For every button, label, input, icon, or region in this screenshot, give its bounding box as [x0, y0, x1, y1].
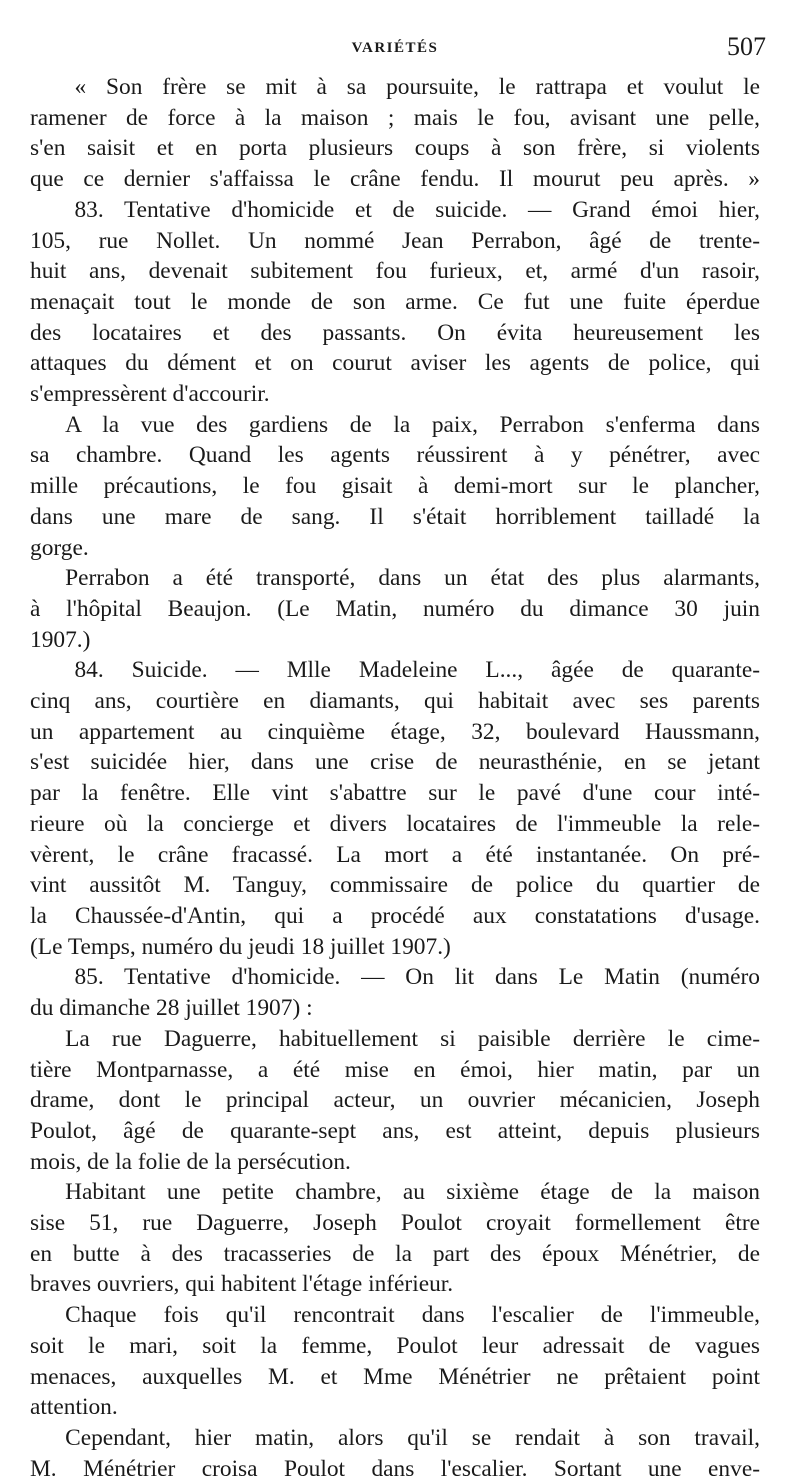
- text-line: par la fenêtre. Elle vint s'abattre sur le pavé d'une cour inté-: [30, 780, 760, 807]
- text-line: cinq ans, courtière en diamants, qui habitait avec ses parents: [30, 688, 760, 715]
- text-line: 1907.): [30, 626, 91, 653]
- text-line: mois, de la folie de la persécution.: [30, 1148, 351, 1175]
- text-line: 83. Tentative d'homicide et de suicide. — Grand émoi hier,: [74, 196, 760, 223]
- page-header: [30, 32, 766, 72]
- text-line: drame, dont le principal acteur, un ouvrier mécanicien, Joseph: [30, 1087, 760, 1114]
- text-line: Perrabon a été transporté, dans un état des plus alarmants,: [65, 565, 760, 592]
- text-line: Chaque fois qu'il rencontrait dans l'escalier de l'immeuble,: [65, 1302, 760, 1329]
- text-line: dans une mare de sang. Il s'était horriblement tailladé la: [30, 503, 760, 530]
- text-line: braves ouvriers, qui habitent l'étage inférieur.: [30, 1271, 454, 1298]
- text-line: soit le mari, soit la femme, Poulot leur adressait de vagues: [30, 1332, 760, 1359]
- text-line: s'est suicidée hier, dans une crise de neurasthénie, en se jetant: [30, 749, 760, 776]
- text-line: que ce dernier s'affaissa le crâne fendu. Il mourut peu après. »: [30, 166, 760, 193]
- text-line: 84. Suicide. — Mlle Madeleine L..., âgée de quarante-: [74, 657, 760, 684]
- text-line: menaces, auxquelles M. et Mme Ménétrier ne prêtaient point: [30, 1363, 760, 1390]
- text-line: sa chambre. Quand les agents réussirent à y pénétrer, avec: [30, 442, 760, 469]
- text-line: A la vue des gardiens de la paix, Perrabon s'enferma dans: [65, 411, 760, 438]
- text-line: gorge.: [30, 534, 89, 561]
- text-line: des locataires et des passants. On évita heureusement les: [30, 319, 760, 346]
- text-line: s'en saisit et en porta plusieurs coups à son frère, si violents: [30, 135, 760, 162]
- text-line: mille précautions, le fou gisait à demi-mort sur le plancher,: [30, 473, 760, 500]
- text-line: (Le Temps, numéro du jeudi 18 juillet 1907.): [30, 933, 451, 960]
- text-line: ramener de force à la maison ; mais le fou, avisant une pelle,: [30, 104, 760, 131]
- running-head: VARIÉTÉS: [351, 40, 439, 56]
- text-line: sise 51, rue Daguerre, Joseph Poulot croyait formellement être: [30, 1210, 760, 1237]
- text-line: « Son frère se mit à sa poursuite, le rattrapa et voulut le: [74, 74, 760, 100]
- text-line: attaques du dément et on courut aviser les agents de police, qui: [30, 350, 760, 377]
- page-number: 507: [727, 32, 766, 61]
- body-text: [30, 72, 760, 1484]
- text-line: en butte à des tracasseries de la part des époux Ménétrier, de: [30, 1240, 760, 1267]
- text-line: la Chaussée-d'Antin, qui a procédé aux constatations d'usage.: [30, 902, 760, 929]
- text-line: vèrent, le crâne fracassé. La mort a été instantanée. On pré-: [30, 841, 760, 868]
- text-line: à l'hôpital Beaujon. (Le Matin, numéro du dimance 30 juin: [30, 595, 760, 622]
- text-line: M. Ménétrier croisa Poulot dans l'escalier. Sortant une enve-: [30, 1455, 760, 1482]
- text-line: un appartement au cinquième étage, 32, boulevard Haussmann,: [30, 718, 760, 745]
- text-line: 85. Tentative d'homicide. — On lit dans Le Matin (numéro: [74, 964, 760, 991]
- text-line: Cependant, hier matin, alors qu'il se rendait à son travail,: [65, 1424, 760, 1451]
- text-line: du dimanche 28 juillet 1907) :: [30, 995, 313, 1022]
- text-line: Poulot, âgé de quarante-sept ans, est atteint, depuis plusieurs: [30, 1117, 760, 1144]
- text-line: Habitant une petite chambre, au sixième étage de la maison: [65, 1179, 760, 1206]
- text-line: vint aussitôt M. Tanguy, commissaire de police du quartier de: [30, 872, 760, 899]
- text-line: s'empressèrent d'accourir.: [30, 381, 270, 408]
- text-line: huit ans, devenait subitement fou furieux, et, armé d'un rasoir,: [30, 258, 760, 285]
- text-line: tière Montparnasse, a été mise en émoi, hier matin, par un: [30, 1056, 760, 1083]
- text-line: menaçait tout le monde de son arme. Ce fut une fuite éperdue: [30, 288, 760, 315]
- text-line: attention.: [30, 1394, 118, 1421]
- text-line: La rue Daguerre, habituellement si paisible derrière le cime-: [65, 1025, 760, 1052]
- text-line: rieure où la concierge et divers locataires de l'immeuble la rele-: [30, 810, 760, 837]
- text-line: 105, rue Nollet. Un nommé Jean Perrabon, âgé de trente-: [30, 227, 760, 254]
